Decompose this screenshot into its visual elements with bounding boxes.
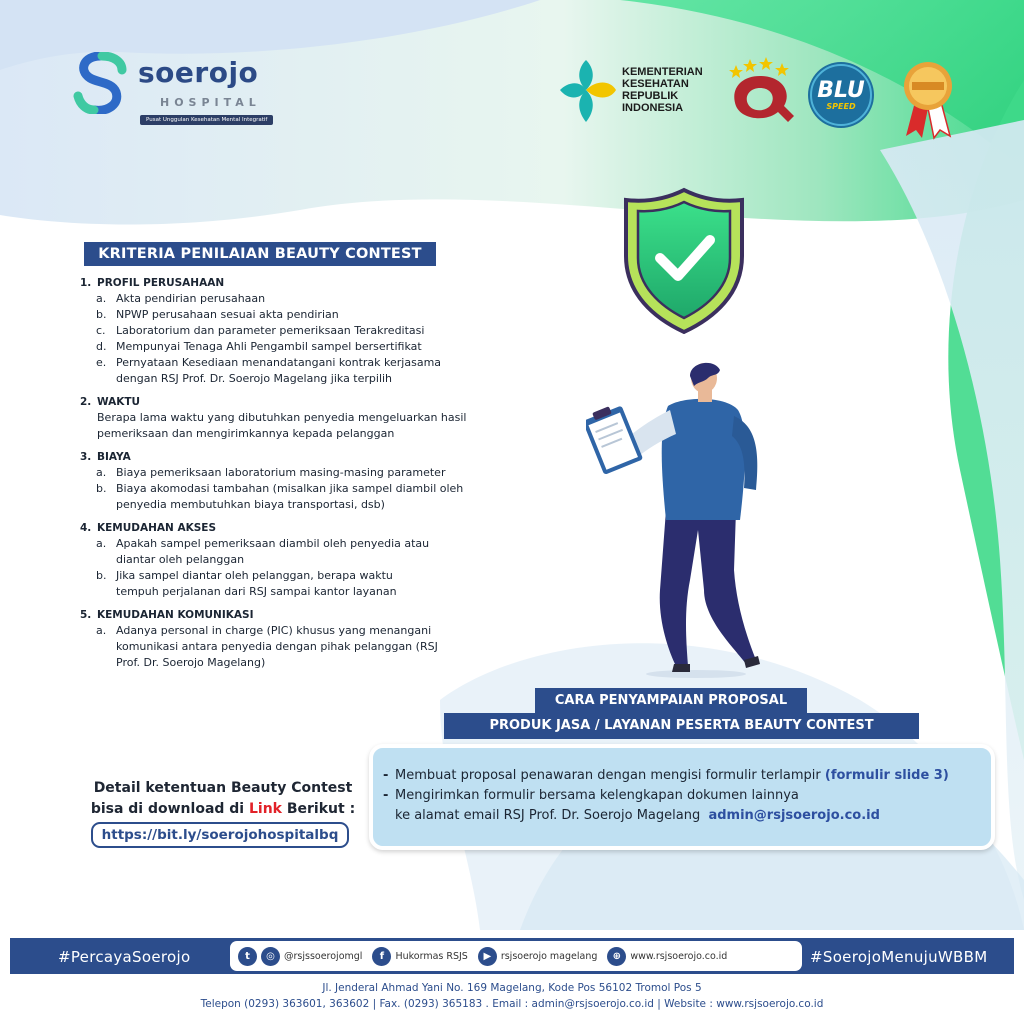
criteria-section-biaya: [80, 449, 500, 513]
criteria-section-profil: [80, 275, 500, 387]
social-handle: @rsjssoerojomgl: [284, 950, 363, 962]
section-number: 1.: [80, 277, 92, 289]
hashtag-left: #PercayaSoerojo: [58, 948, 191, 966]
footer-address: [0, 980, 1024, 1012]
section-heading: KEMUDAHAN AKSES: [97, 522, 217, 534]
facebook-icon: f: [372, 947, 391, 966]
list-item: a. Adanya personal in charge (PIC) khusus yang menangani komunikasi antara penyedia dengan pihak pelanggan (RSJ Prof. Dr. Soerojo Magelang): [96, 624, 438, 669]
award-medal-icon: [898, 58, 958, 140]
social-twitter-instagram[interactable]: [238, 947, 362, 966]
youtube-icon: ▶: [478, 947, 497, 966]
criteria-section-komunikasi: [80, 607, 500, 671]
list-item: d. Mempunyai Tenaga Ahli Pengambil sampel bersertifikat: [96, 340, 422, 353]
section-text: Berapa lama waktu yang dibutuhkan penyedia mengeluarkan hasil pemeriksaan dan mengirimkannya kepada pelanggan: [97, 411, 467, 440]
instagram-icon: ◎: [261, 947, 280, 966]
logo-subtitle: HOSPITAL: [160, 96, 261, 109]
proposal-step-1: - Membuat proposal penawaran dengan mengisi formulir terlampir (formulir slide 3): [383, 768, 949, 783]
formulir-reference: (formulir slide 3): [824, 768, 949, 783]
criteria-title: KRITERIA PENILAIAN BEAUTY CONTEST: [84, 242, 436, 266]
soerojo-logo-icon: [72, 52, 128, 114]
criteria-section-akses: [80, 520, 500, 600]
section-heading: BIAYA: [97, 451, 131, 463]
section-heading: WAKTU: [97, 396, 141, 408]
soerojo-hospital-logo: [72, 52, 272, 132]
section-number: 5.: [80, 609, 92, 621]
proposal-title-line1: CARA PENYAMPAIAN PROPOSAL: [535, 688, 807, 714]
link-word: Link: [248, 801, 282, 817]
email-link[interactable]: admin@rsjsoerojo.co.id: [708, 808, 880, 823]
detail-text: Detail ketentuan Beauty Contest bisa di download di Link Berikut :: [90, 780, 356, 817]
kemenkes-leaf-icon: [556, 56, 620, 126]
hashtag-right: #SoerojoMenujuWBBM: [810, 948, 988, 966]
social-facebook[interactable]: [372, 947, 467, 966]
download-link[interactable]: https://bit.ly/soerojohospitalbq: [91, 822, 349, 848]
logo-name: soerojo: [138, 56, 259, 89]
section-heading: KEMUDAHAN KOMUNIKASI: [97, 609, 254, 621]
list-item: c. Laboratorium dan parameter pemeriksaan Terakreditasi: [96, 324, 425, 337]
proposal-title-line2: PRODUK JASA / LAYANAN PESERTA BEAUTY CONTEST: [444, 713, 919, 739]
blu-text: BLU: [817, 78, 865, 103]
blu-speed-badge: [806, 60, 876, 130]
address-line-2: Telepon (0293) 363601, 363602 | Fax. (0293) 365183 . Email : admin@rsjsoerojo.co.id | Website : www.rsjsoerojo.co.id: [200, 998, 824, 1010]
list-item: b. NPWP perusahaan sesuai akta pendirian: [96, 308, 339, 321]
section-number: 4.: [80, 522, 92, 534]
section-number: 3.: [80, 451, 92, 463]
twitter-icon: t: [238, 947, 257, 966]
kemenkes-logo: [556, 56, 716, 126]
blu-subtext: SPEED: [826, 102, 856, 111]
address-line-1: Jl. Jenderal Ahmad Yani No. 169 Magelang, Kode Pos 56102 Tromol Pos 5: [322, 982, 702, 994]
facebook-name: Hukormas RSJS: [395, 950, 468, 962]
list-item: a. Apakah sampel pemeriksaan diambil oleh penyedia atau diantar oleh pelanggan: [96, 537, 430, 566]
social-youtube[interactable]: [478, 947, 598, 966]
section-heading: PROFIL PERUSAHAAN: [97, 277, 225, 289]
list-item: e. Pernyataan Kesediaan menandatangani kontrak kerjasama dengan RSJ Prof. Dr. Soerojo Magelang jika terpilih: [96, 356, 442, 385]
quality-badge-icon: [722, 56, 798, 128]
proposal-instructions-box: [369, 744, 995, 850]
criteria-section-waktu: [80, 394, 500, 442]
criteria-list: [80, 275, 500, 678]
website-url: www.rsjsoerojo.co.id: [630, 950, 728, 962]
kemenkes-text: KEMENTERIAN KESEHATAN REPUBLIK INDONESIA: [622, 66, 703, 114]
section-number: 2.: [80, 396, 92, 408]
list-item: b. Jika sampel diantar oleh pelanggan, berapa waktu tempuh perjalanan dari RSJ sampai kantor layanan: [96, 569, 397, 598]
list-item: a. Akta pendirian perusahaan: [96, 292, 266, 305]
youtube-name: rsjsoerojo magelang: [500, 950, 598, 962]
social-media-bar: [230, 941, 802, 971]
person-with-clipboard-illustration: [586, 360, 786, 678]
globe-icon: ⊕: [607, 947, 626, 966]
proposal-step-2-continuation: ke alamat email RSJ Prof. Dr. Soerojo Magelang admin@rsjsoerojo.co.id: [395, 808, 880, 823]
proposal-step-2: - Mengirimkan formulir bersama kelengkapan dokumen lainnya: [383, 788, 799, 803]
logo-tagline: Pusat Unggulan Kesehatan Mental Integratif: [140, 115, 273, 125]
social-website[interactable]: [607, 947, 727, 966]
list-item: a. Biaya pemeriksaan laboratorium masing-masing parameter: [96, 466, 446, 479]
list-item: b. Biaya akomodasi tambahan (misalkan jika sampel diambil oleh penyedia membutuhkan biaya transportasi, dsb): [96, 482, 464, 511]
shield-check-icon: [622, 186, 746, 334]
